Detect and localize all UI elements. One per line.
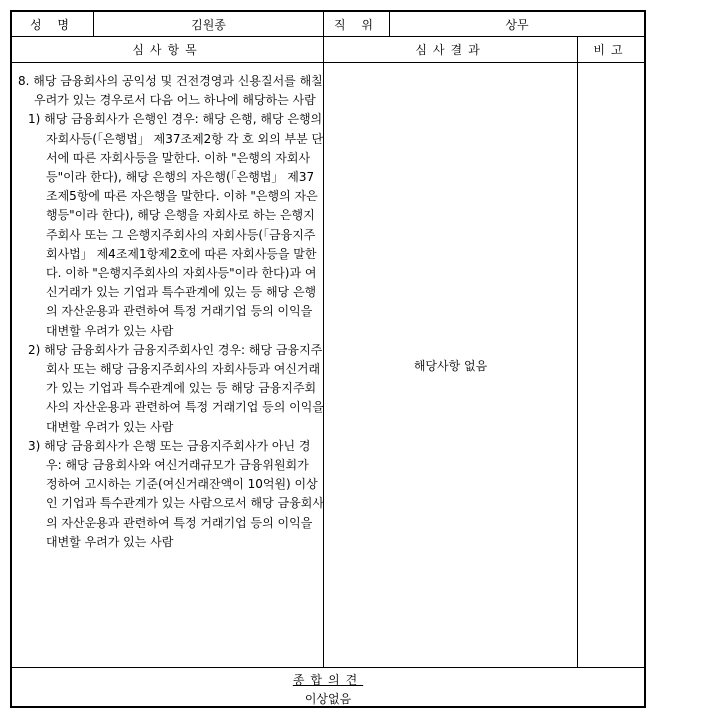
review-remarks	[578, 63, 644, 667]
divider	[12, 667, 644, 668]
subitem-3: 3) 해당 금융회사가 은행 또는 금융지주회사가 아닌 경우: 해당 금융회사와 여신거래규모가 금융위원회가 정하여 고시하는 기준(여신거래잔액이 10억원) 이상인 기업과 특수관계가 있는 사람으로서 해당 금융회사의 자산운용과 관련하여 특정 거래기업 등의 이익을 대변할 우려가 있는 사람	[28, 438, 324, 549]
review-result: 해당사항 없음	[413, 358, 488, 373]
summary-value: 이상없음	[304, 691, 352, 706]
remarks-header: 비고	[593, 43, 629, 57]
item-title: 8. 해당 금융회사의 공익성 및 건전경영과 신용질서를 해칠 우려가 있는 경우로서 다음 어느 하나에 해당하는 사람	[18, 74, 323, 108]
subitem-2: 2) 해당 금융회사가 금융지주회사인 경우: 해당 금융지주회사 또는 해당 금융지주회사의 자회사등과 여신거래가 있는 기업과 특수관계에 있는 등 해당 금융지주회사의 자산운용과 관련하여 특정 거래기업 등의 이익을 대변할 우려가 있는 사람	[28, 342, 324, 434]
review-form	[10, 10, 646, 708]
result-header: 심사결과	[415, 43, 486, 57]
name-value: 김원종	[191, 17, 226, 32]
subitem-1: 1) 해당 금융회사가 은행인 경우: 해당 은행, 해당 은행의 자회사등(「은행법」 제37조제2항 각 호 외의 부분 단서에 따른 자회사등을 말한다. 이하 "은행의 자회사등"이라 한다), 해당 은행의 자은행(「은행법」 제37조제5항에 따른 자은행을 말한다. 이하 "은행의 자은행등"이라 한다), 해당 은행을 자회사로 하는 은행지주회사 또는 그 은행지주회사의 자회사등(「금융지주회사법」 제4조제1항제2호에 따른 자회사등을 말한다. 이하 "은행지주회사의 자회사등"이라 한다)과 여신거래가 있는 기업과 특수관계에 있는 등 해당 은행의 자산운용과 관련하여 특정 거래기업 등의 이익을 대변할 우려가 있는 사람	[28, 112, 324, 338]
review-item	[18, 72, 324, 552]
position-label: 직 위	[334, 17, 379, 32]
items-header: 심사항목	[132, 43, 203, 57]
position-value: 상무	[505, 17, 529, 32]
name-label: 성 명	[30, 17, 75, 32]
summary-label: 종합의견	[292, 672, 364, 687]
